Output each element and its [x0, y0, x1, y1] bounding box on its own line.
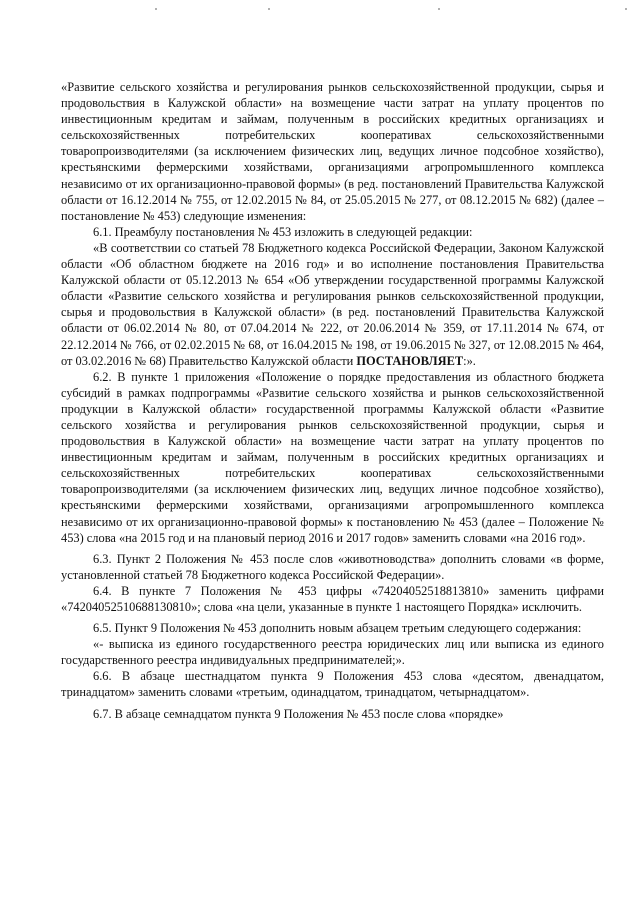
scan-artifacts: [0, 8, 640, 12]
paragraph-6-5-quote: «- выписка из единого государственного реестра юридических лиц или выписка из единого государственного реестра индивидуальных предпринимателей;».: [61, 637, 604, 668]
paragraph-6-2: 6.2. В пункте 1 приложения «Положение о порядке предоставления из областного бюджета субсидий в рамках подпрограммы «Развитие сельского хозяйства и рынков сельскохозяйственной продукции в Калужской области» государственной программы Калужской области «Развитие сельского хозяйства и регулирования рынков сельскохозяйственной продукции, сырья и продовольствия в Калужской области» на возмещение части затрат на уплату процентов по инвестиционным кредитам и займам, полученным в российских кредитных организациях и сельскохозяйственных потребительских кооперативах сельскохозяйственными товаропроизводителями (за исключением физических лиц, ведущих личное подсобное хозяйство), крестьянскими фермерскими хозяйствами, организациями агропромышленного комплекса независимо от их организационно-правовой формы» к постановлению № 453 (далее – Положение № 453) слова «на 2015 год и на плановый период 2016 и 2017 годов» заменить словами «на 2016 год».: [61, 369, 604, 545]
paragraph-6-4: 6.4. В пункте 7 Положения № 453 цифры «74204052518813810» заменить цифрами «74204052510688130810»; слова «на цели, указанные в пункте 1 настоящего Порядка» исключить.: [61, 583, 604, 614]
paragraph-6-6: 6.6. В абзаце шестнадцатом пункта 9 Положения 453 слова «десятом, двенадцатом, тринадцатом» заменить словами «третьим, одинадцатом, тринадцатом, четырнадцатом».: [61, 669, 604, 700]
paragraph-6-5: 6.5. Пункт 9 Положения № 453 дополнить новым абзацем третьим следующего содержания:: [93, 621, 582, 636]
paragraph-6-7: 6.7. В абзаце семнадцатом пункта 9 Положения № 453 после слова «порядке»: [93, 706, 504, 721]
decree-keyword: ПОСТАНОВЛЯЕТ: [356, 353, 464, 368]
scan-dot: [268, 8, 270, 10]
paragraph-6-3: 6.3. Пункт 2 Положения № 453 после слов «животноводства» дополнить словами «в форме, установленной статьей 78 Бюджетного кодекса Российской Федерации».: [61, 551, 604, 582]
paragraph-intro: «Развитие сельского хозяйства и регулирования рынков сельскохозяйственной продукции, сырья и продовольствия в Калужской области» на возмещение части затрат на уплату процентов по инвестиционным кредитам и займам, полученным в российских кредитных организациях и сельскохозяйственных потребительских кооперативах сельскохозяйственными товаропроизводителями (за исключением физических лиц, ведущих личное подсобное хозяйство), крестьянскими фермерскими хозяйствами, организациями агропромышленного комплекса независимо от их организационно-правовой формы» (в ред. постановлений Правительства Калужской области от 16.12.2014 № 755, от 12.02.2015 № 84, от 25.05.2015 № 277, от 08.12.2015 № 682) (далее – постановление № 453) следующие изменения:: [61, 80, 604, 223]
quote-tail: :».: [463, 353, 476, 368]
scan-dot: [625, 8, 627, 10]
scan-dot: [438, 8, 440, 10]
scan-dot: [155, 8, 157, 10]
paragraph-6-1-quote: [61, 240, 604, 369]
quote-text: «В соответствии со статьей 78 Бюджетного кодекса Российской Федерации, Законом Калужской области «Об областном бюджете на 2016 год» и во исполнение постановления Правительства Калужской области от 05.12.2013 № 654 «Об утверждении государственной программы Калужской области «Развитие сельского хозяйства и регулирования рынков сельскохозяйственной продукции, сырья и продовольствия в Калужской области» (в ред. постановлений Правительства Калужской области от 06.02.2014 № 80, от 07.04.2014 № 222, от 20.06.2014 № 359, от 17.11.2014 № 674, от 22.12.2014 № 766, от 02.02.2015 № 68, от 16.04.2015 № 198, от 19.06.2015 № 327, от 12.08.2015 № 464, от 03.02.2016 № 68) Правительство Калужской области: [61, 240, 604, 368]
paragraph-6-1: 6.1. Преамбулу постановления № 453 изложить в следующей редакции:: [93, 224, 473, 239]
